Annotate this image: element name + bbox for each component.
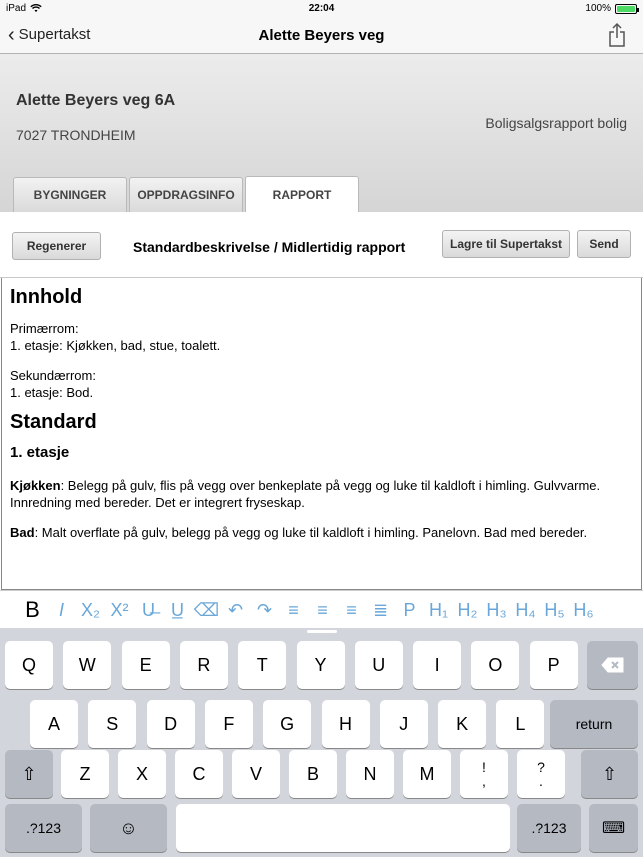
key-t[interactable]: T xyxy=(238,641,286,689)
navigation-bar xyxy=(0,18,643,54)
kitchen-label: Kjøkken xyxy=(10,478,61,493)
send-button[interactable]: Send xyxy=(577,230,631,258)
bathroom-label: Bad xyxy=(10,525,35,540)
shift-key-right[interactable]: ⇧ xyxy=(581,750,638,798)
superscript-icon[interactable]: X² xyxy=(110,599,129,620)
numbers-key-right[interactable]: .?123 xyxy=(517,804,581,852)
key-row3-3[interactable]: V xyxy=(232,750,280,798)
back-label: Supertakst xyxy=(18,26,91,43)
regenerate-button[interactable]: Regenerer xyxy=(12,232,101,260)
secondary-rooms-text: 1. etasje: Bod. xyxy=(10,385,94,400)
subscript-icon[interactable]: X₂ xyxy=(81,599,100,620)
key-q[interactable]: Q xyxy=(5,641,53,689)
key-w[interactable]: W xyxy=(63,641,111,689)
heading-6-icon[interactable]: H₆ xyxy=(573,599,594,620)
align-justify-icon[interactable]: ≣ xyxy=(372,599,389,620)
report-title: Standardbeskrivelse / Midlertidig rapport xyxy=(133,239,406,255)
property-header xyxy=(0,54,643,212)
on-screen-keyboard xyxy=(0,628,643,857)
battery-icon xyxy=(615,4,637,14)
heading-standard: Standard xyxy=(10,411,97,433)
key-i[interactable]: I xyxy=(413,641,461,689)
key-d[interactable]: D xyxy=(147,700,195,748)
kitchen-description xyxy=(10,477,633,511)
key-row3-2[interactable]: C xyxy=(175,750,223,798)
tab-rapport[interactable]: RAPPORT xyxy=(245,176,359,212)
key-f[interactable]: F xyxy=(205,700,253,748)
key-a[interactable]: A xyxy=(30,700,78,748)
key-e[interactable]: E xyxy=(122,641,170,689)
hide-keyboard-key[interactable] xyxy=(589,804,638,852)
keyboard-icon: ⌨ xyxy=(601,820,626,837)
backspace-key[interactable] xyxy=(587,641,638,689)
key-s[interactable]: S xyxy=(88,700,136,748)
key-row3-5[interactable]: N xyxy=(346,750,394,798)
kitchen-text: : Belegg på gulv, flis på vegg over benkeplate på vegg og luke til kaldloft i himling. Gulvvarme. Innredning med bereder. Det er integrert fryseskap. xyxy=(10,478,601,510)
device-name: iPad xyxy=(6,3,27,14)
backspace-icon xyxy=(601,657,625,673)
share-icon[interactable] xyxy=(607,22,627,48)
keyboard-handle[interactable] xyxy=(307,630,337,633)
key-r[interactable]: R xyxy=(180,641,228,689)
report-editor[interactable] xyxy=(1,278,642,590)
status-right xyxy=(585,3,637,14)
status-bar xyxy=(0,0,643,18)
redo-icon[interactable]: ↷ xyxy=(256,599,273,620)
key-h[interactable]: H xyxy=(322,700,370,748)
format-toolbar xyxy=(0,590,643,628)
primary-rooms-label: Primærrom: xyxy=(10,321,79,336)
tab-oppdragsinfo[interactable]: OPPDRAGSINFO xyxy=(129,177,243,212)
align-center-icon[interactable]: ≡ xyxy=(317,599,328,620)
action-bar xyxy=(0,212,643,278)
underline-icon[interactable]: U̲ xyxy=(171,599,184,620)
clock: 22:04 xyxy=(308,3,335,14)
emoji-key[interactable]: ☺ xyxy=(90,804,167,852)
save-to-supertakst-button[interactable]: Lagre til Supertakst xyxy=(442,230,570,258)
key-l[interactable]: L xyxy=(496,700,544,748)
tab-bar xyxy=(13,177,359,212)
align-right-icon[interactable]: ≡ xyxy=(346,599,357,620)
secondary-rooms xyxy=(10,367,633,401)
key-u[interactable]: U xyxy=(355,641,403,689)
key-p[interactable]: P xyxy=(530,641,578,689)
primary-rooms-text: 1. etasje: Kjøkken, bad, stue, toalett. xyxy=(10,338,221,353)
heading-3-icon[interactable]: H₃ xyxy=(486,599,507,620)
heading-etasje: 1. etasje xyxy=(10,444,70,461)
key-y[interactable]: Y xyxy=(297,641,345,689)
key-row3-8[interactable]: ? . xyxy=(517,750,565,798)
undo-icon[interactable]: ↶ xyxy=(227,599,244,620)
key-j[interactable]: J xyxy=(380,700,428,748)
shift-key-left[interactable]: ⇧ xyxy=(5,750,53,798)
strikethrough-icon[interactable]: U̶ xyxy=(142,599,155,620)
heading-4-icon[interactable]: H₄ xyxy=(515,599,536,620)
eraser-icon[interactable]: ⌫ xyxy=(193,599,220,620)
align-left-icon[interactable]: ≡ xyxy=(288,599,299,620)
numbers-key-left[interactable]: .?123 xyxy=(5,804,82,852)
key-row3-7[interactable]: ! , xyxy=(460,750,508,798)
bold-icon[interactable]: B xyxy=(25,596,40,622)
key-row3-1[interactable]: X xyxy=(118,750,166,798)
heading-1-icon[interactable]: H₁ xyxy=(428,599,449,620)
return-key[interactable]: return xyxy=(550,700,638,748)
heading-2-icon[interactable]: H₂ xyxy=(457,599,478,620)
key-row3-0[interactable]: Z xyxy=(61,750,109,798)
key-row3-4[interactable]: B xyxy=(289,750,337,798)
key-row3-6[interactable]: M xyxy=(403,750,451,798)
tab-bygninger[interactable]: BYGNINGER xyxy=(13,177,127,212)
nav-title: Alette Beyers veg xyxy=(258,27,385,44)
key-g[interactable]: G xyxy=(263,700,311,748)
battery-percent: 100% xyxy=(585,3,611,14)
space-key[interactable] xyxy=(176,804,510,852)
chevron-left-icon: ‹ xyxy=(8,23,15,46)
key-o[interactable]: O xyxy=(471,641,519,689)
heading-innhold: Innhold xyxy=(10,286,83,308)
secondary-rooms-label: Sekundærrom: xyxy=(10,368,96,383)
bathroom-text: : Malt overflate på gulv, belegg på vegg og luke til kaldloft i himling. Panelovn. Bad med bereder. xyxy=(34,525,588,540)
property-address: Alette Beyers veg 6A xyxy=(16,92,176,109)
property-city: 7027 TRONDHEIM xyxy=(16,127,136,143)
key-k[interactable]: K xyxy=(438,700,486,748)
primary-rooms xyxy=(10,320,633,354)
paragraph-icon[interactable]: P xyxy=(403,599,416,620)
report-type: Boligsalgsrapport bolig xyxy=(485,115,627,131)
heading-5-icon[interactable]: H₅ xyxy=(544,599,565,620)
italic-icon[interactable]: I xyxy=(58,599,64,620)
bathroom-description xyxy=(10,524,633,541)
